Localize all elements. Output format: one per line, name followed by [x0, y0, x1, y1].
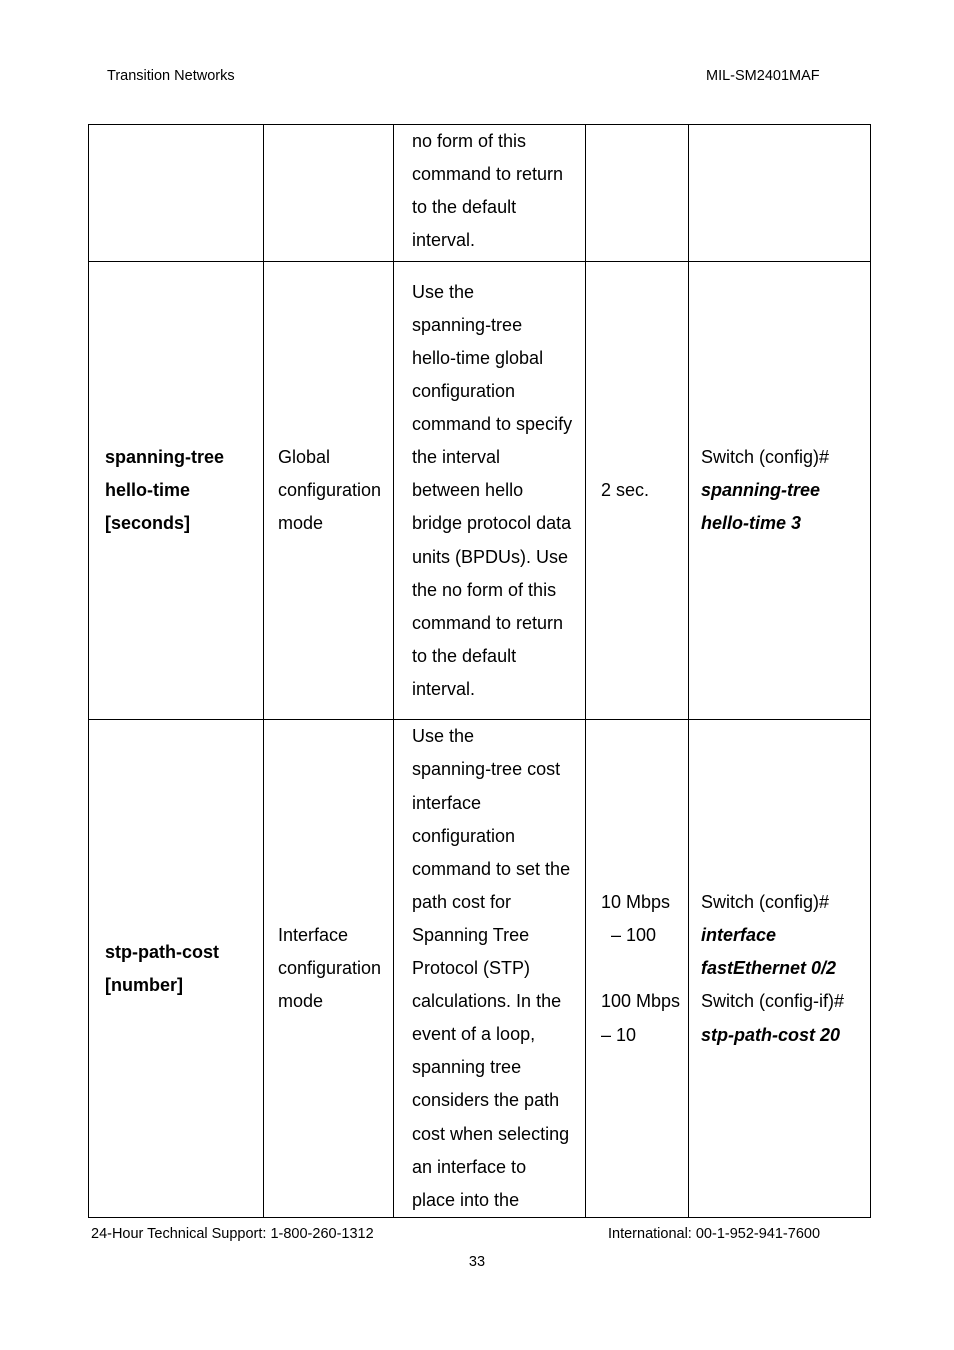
example-line: Switch (config)#: [701, 892, 830, 913]
example-line: interface: [701, 925, 777, 946]
command-cell: [89, 125, 264, 262]
example-line: Switch (config)#: [701, 447, 830, 468]
example-line: Switch (config-if)#: [701, 991, 845, 1012]
mode-cell: Global configuration mode: [264, 262, 394, 720]
command-cell: spanning-tree hello-time [seconds]: [89, 262, 264, 720]
description-cell: no form of this command to return to the default interval.: [394, 125, 586, 262]
mode-cell: [264, 125, 394, 262]
description-cell: Use the spanning-tree hello-time global configuration command to specify the interval between hello bridge protocol data units (BPDUs). Use the no form of this command to return to the default interval.: [394, 262, 586, 720]
example-cell: [689, 125, 871, 262]
header-model: MIL-SM2401MAF: [706, 68, 820, 84]
example-line: stp-path-cost 20: [701, 1024, 841, 1045]
footer-support: 24-Hour Technical Support: 1-800-260-1312: [91, 1226, 374, 1242]
command-table: [88, 124, 871, 1218]
example-line: hello-time 3: [701, 513, 802, 534]
command-cell: stp-path-cost [number]: [89, 720, 264, 1218]
header-company: Transition Networks: [107, 68, 235, 84]
example-cell: [689, 720, 871, 1218]
example-line: spanning-tree: [701, 480, 821, 501]
default-cell: 10 Mbps – 100 100 Mbps – 10: [586, 720, 689, 1218]
table-row: [89, 125, 871, 262]
mode-cell: Interface configuration mode: [264, 720, 394, 1218]
description-cell: Use the spanning-tree cost interface configuration command to set the path cost for Spanning Tree Protocol (STP) calculations. In the event of a loop, spanning tree considers the path cost when selecting an interface to place into the: [394, 720, 586, 1218]
default-cell: 2 sec.: [586, 262, 689, 720]
table-row: [89, 720, 871, 1218]
footer-international: International: 00-1-952-941-7600: [608, 1226, 821, 1242]
example-line: fastEthernet 0/2: [701, 958, 837, 979]
page-number: 33: [468, 1254, 486, 1270]
table-row: [89, 262, 871, 720]
example-cell: [689, 262, 871, 720]
default-cell: [586, 125, 689, 262]
